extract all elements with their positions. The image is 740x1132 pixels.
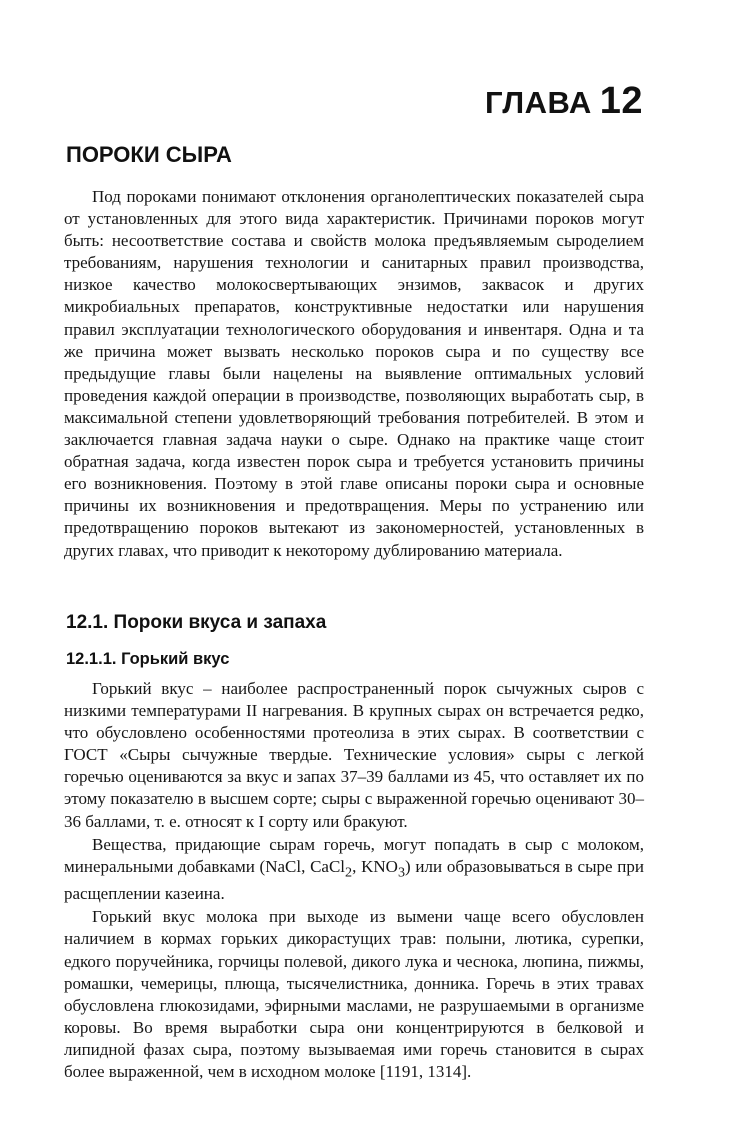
chapter-title: ПОРОКИ СЫРА (66, 142, 232, 167)
p2-start: Вещества, придающие сырам горечь, могут попадать в сыр с молоком, минеральными добавками (NaCl, CaCl (64, 834, 644, 876)
paragraph-bitter-taste: Горький вкус – наиболее распространенный порок сычужных сыров с низкими температурами II нагревания. В крупных сырах он встречается редко, что обусловлено особенностями протеолиза в этих сырах. В соответствии с ГОСТ «Сыры сычужные твердые. Технические условия» сыры с легкой горечью оцениваются за вкус и запах 37–39 баллами из 45, что оставляет их по этому показателю в высшем сорте; сыры с выраженной горечью оценивают 30–36 баллами, т. е. относят к I сорту или бракуют. (64, 679, 644, 831)
chapter-heading (485, 80, 643, 123)
paragraph-milk-bitterness: Горький вкус молока при выходе из вымени чаще всего обусловлен наличием в кормах горьких дикорастущих трав: полыни, лютика, сурепки, едкого поручейника, горчицы полевой, дикого лука и чеснока, люпина, пижмы, ромашки, чемерицы, плюща, тысячелистника, донника. Горечь в этих травах обусловлена глюкозидами, эфирными маслами, не разрушаемыми в организме коровы. Во время выработки сыра они концентрируются в белковой и липидной фазах сыра, поэтому вызываемая ими горечь становится в сырах более выраженной, чем в исходном молоке [1191, 1314]. (64, 907, 644, 1081)
section-title: Пороки вкуса и запаха (113, 612, 327, 633)
subsection-heading-12-1-1 (66, 650, 229, 669)
subsection-title: Горький вкус (121, 650, 230, 668)
p2-sub-2: 2 (345, 864, 353, 881)
subsection-number: 12.1.1. (66, 650, 117, 668)
paragraph-bitter-substances (64, 834, 644, 906)
section-number: 12.1. (66, 612, 109, 633)
p2-sub-3: 3 (397, 864, 406, 881)
p2-end: ) или образовываться в сыре при расщеплении казеина. (64, 856, 644, 904)
section-heading-12-1 (66, 612, 326, 634)
p2-mid: , KNO (352, 856, 398, 876)
subsection-body (64, 678, 644, 1084)
chapter-label: ГЛАВА (485, 85, 592, 120)
chapter-number: 12 (599, 80, 643, 122)
intro-paragraph: Под пороками понимают отклонения органолептических показателей сыра от установленных для этого вида характеристик. Причинами пороков могут быть: несоответствие состава и свойств молока предъявляемым сыроделием требованиям, нарушения технологии и санитарных правил производства, низкое качество молокосвертывающих энзимов, заквасок и других микробиальных препаратов, конструктивные недостатки или нарушения правил эксплуатации технологического оборудования и инвентаря. Одна и та же причина может вызвать несколько пороков сыра и по существу все предыдущие главы были нацелены на выявление оптимальных условий проведения каждой операции в производстве, позволяющих выработать сыр, в максимальной степени удовлетворяющий требования потребителей. В этом и заключается главная задача науки о сыре. Однако на практике чаще стоит обратная задача, когда известен порок сыра и требуется установить причины его возникновения. Поэтому в этой главе описаны пороки сыра и основные причины их возникновения и предотвращения. Меры по устранению или предотвращению пороков вытекают из закономерностей, установленных в других главах, что приводит к некоторому дублированию материала. (64, 187, 644, 560)
intro-text (64, 186, 644, 562)
